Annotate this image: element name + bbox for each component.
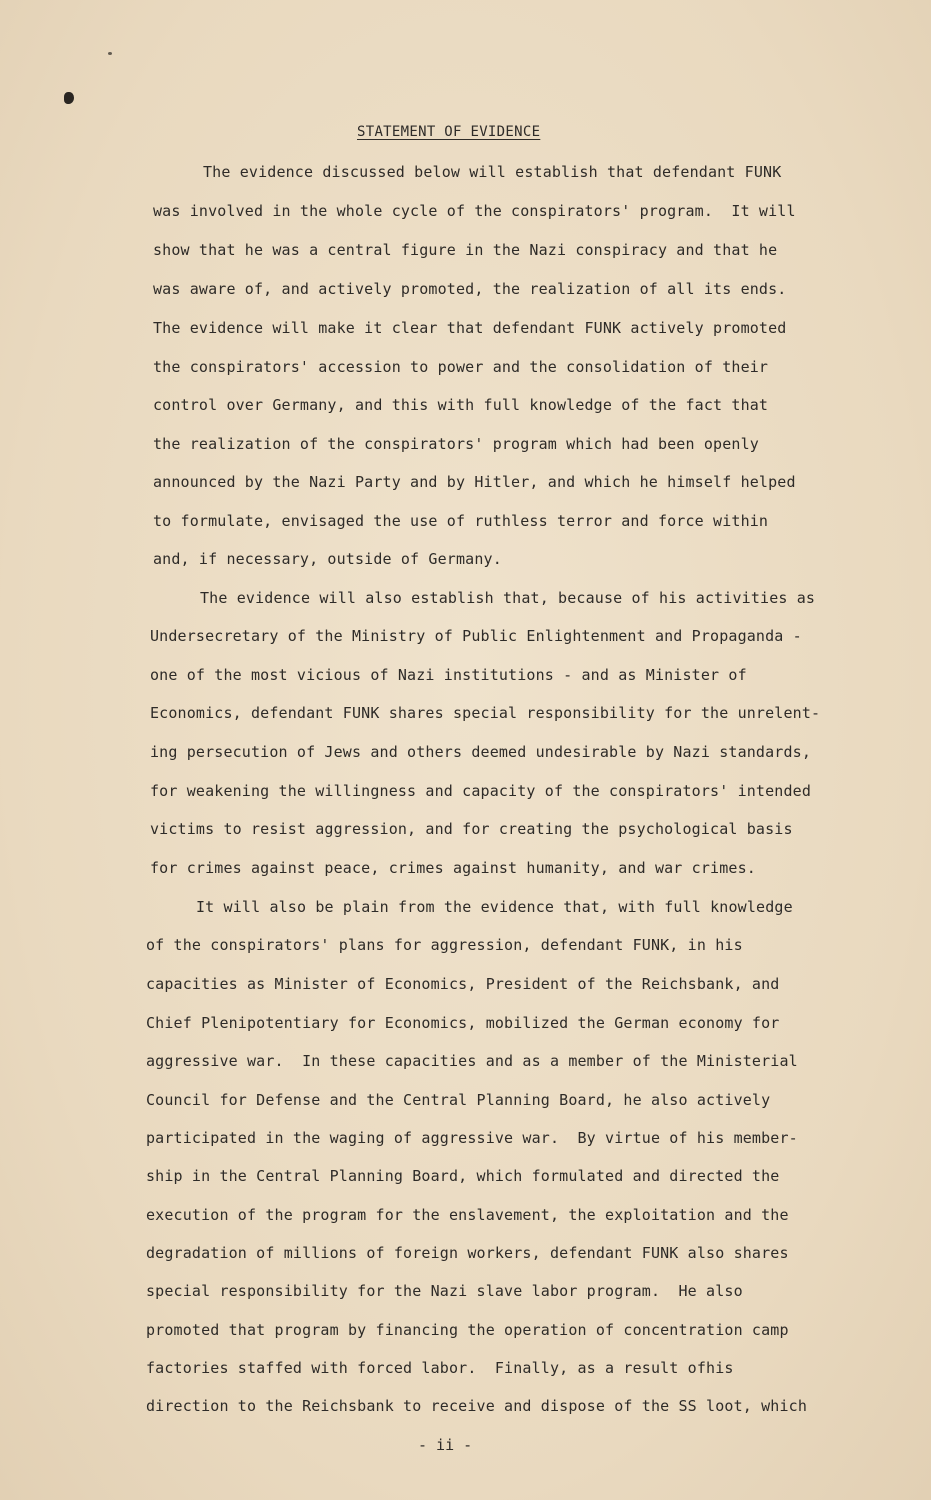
text-line: was aware of, and actively promoted, the realization of all its ends.: [153, 280, 787, 298]
ink-blot: [64, 92, 74, 104]
text-line: The evidence discussed below will establish that defendant FUNK: [203, 163, 782, 181]
text-line: of the conspirators' plans for aggression, defendant FUNK, in his: [146, 936, 743, 954]
text-line: factories staffed with forced labor. Finally, as a result ofhis: [146, 1359, 734, 1377]
ink-speck: [108, 52, 112, 55]
text-line: the realization of the conspirators' program which had been openly: [153, 435, 759, 453]
text-line: and, if necessary, outside of Germany.: [153, 550, 502, 568]
text-line: victims to resist aggression, and for creating the psychological basis: [150, 820, 793, 838]
text-line: was involved in the whole cycle of the conspirators' program. It will: [153, 202, 796, 220]
text-line: Undersecretary of the Ministry of Public Enlightenment and Propaganda -: [150, 627, 802, 645]
text-line: Chief Plenipotentiary for Economics, mobilized the German economy for: [146, 1014, 780, 1032]
text-line: for crimes against peace, crimes against humanity, and war crimes.: [150, 859, 756, 877]
text-line: degradation of millions of foreign workers, defendant FUNK also shares: [146, 1244, 789, 1262]
text-line: special responsibility for the Nazi slave labor program. He also: [146, 1282, 743, 1300]
text-line: to formulate, envisaged the use of ruthless terror and force within: [153, 512, 769, 530]
text-line: Economics, defendant FUNK shares special responsibility for the unrelent-: [150, 704, 821, 722]
document-title: STATEMENT OF EVIDENCE: [357, 124, 541, 140]
page-number: - ii -: [418, 1436, 473, 1454]
text-line: The evidence will also establish that, because of his activities as: [200, 589, 816, 607]
text-line: for weakening the willingness and capacity of the conspirators' intended: [150, 782, 812, 800]
text-line: direction to the Reichsbank to receive and dispose of the SS loot, which: [146, 1397, 808, 1415]
text-line: participated in the waging of aggressive war. By virtue of his member-: [146, 1129, 798, 1147]
text-line: announced by the Nazi Party and by Hitler, and which he himself helped: [153, 473, 796, 491]
text-line: show that he was a central figure in the Nazi conspiracy and that he: [153, 241, 778, 259]
text-line: aggressive war. In these capacities and as a member of the Ministerial: [146, 1052, 798, 1070]
text-line: the conspirators' accession to power and the consolidation of their: [153, 358, 769, 376]
text-line: control over Germany, and this with full knowledge of the fact that: [153, 396, 769, 414]
text-line: capacities as Minister of Economics, President of the Reichsbank, and: [146, 975, 780, 993]
text-line: ing persecution of Jews and others deemed undesirable by Nazi standards,: [150, 743, 812, 761]
text-line: one of the most vicious of Nazi institutions - and as Minister of: [150, 666, 747, 684]
text-line: promoted that program by financing the operation of concentration camp: [146, 1321, 789, 1339]
text-line: execution of the program for the enslavement, the exploitation and the: [146, 1206, 789, 1224]
text-line: Council for Defense and the Central Planning Board, he also actively: [146, 1091, 771, 1109]
text-line: The evidence will make it clear that defendant FUNK actively promoted: [153, 319, 787, 337]
text-line: ship in the Central Planning Board, which formulated and directed the: [146, 1167, 780, 1185]
text-line: It will also be plain from the evidence that, with full knowledge: [196, 898, 793, 916]
